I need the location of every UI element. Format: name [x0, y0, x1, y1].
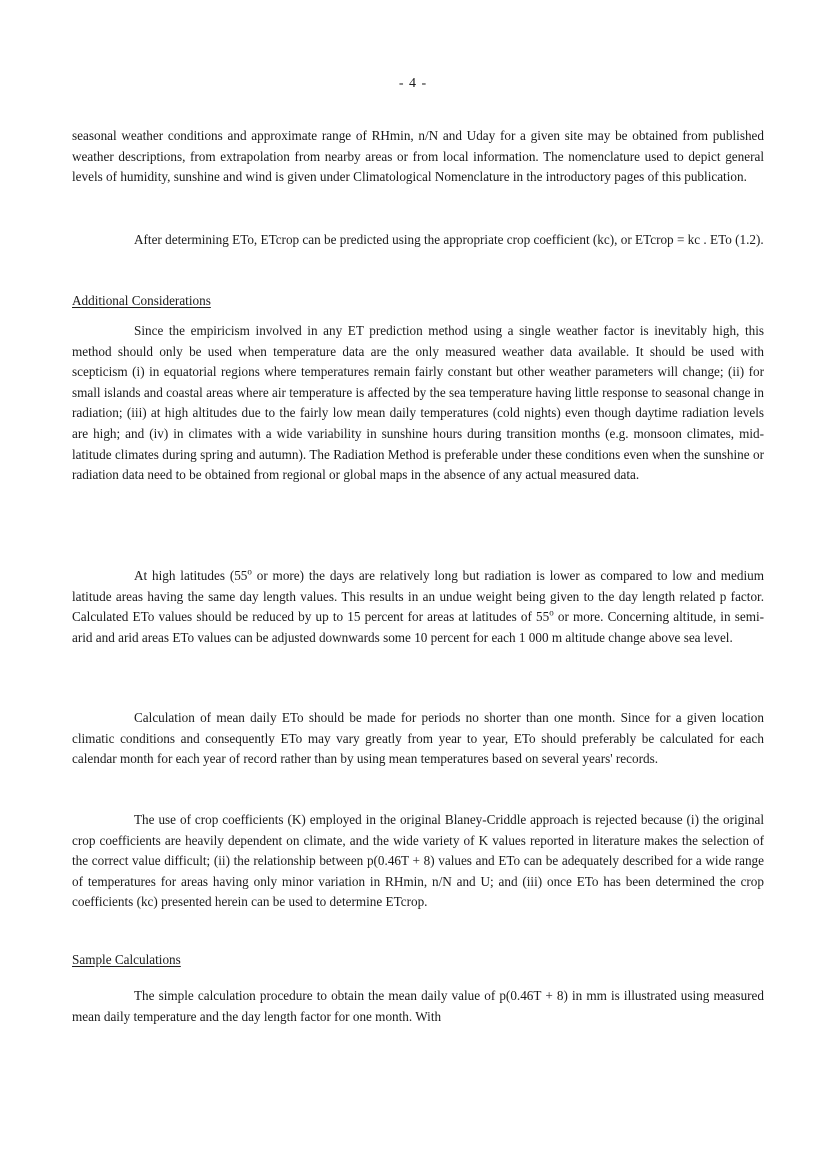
paragraph-calculation-procedure: The simple calculation procedure to obtain the mean daily value of p(0.46T + 8) in mm is illustrated using measured mean daily temperature and the day length factor for one month. With [72, 988, 764, 1024]
degree-mark: o [247, 566, 252, 577]
paragraph-empiricism: Since the empiricism involved in any ET prediction method using a single weather factor is inevitably high, this method should only be used when temperature data are the only measured weather data available. It should be used with scepticism (i) in equatorial regions where temperatures remain fairly constant but other weather parameters will change; (ii) for small islands and coastal areas where air temperature is affected by the sea temperature having little response to seasonal change in radiation; (iii) at high altitudes due to the fairly low mean daily temperatures (cold nights) even though daytime radiation levels are high; and (iv) in climates with a wide variability in sunshine hours during transition months (e.g. monsoon climates, mid-latitude climates during spring and autumn). The Radiation Method is preferable under these conditions even when the sunshine or radiation data need to be obtained from regional or global maps in the absence of any actual measured data. [72, 323, 764, 483]
paragraph-crop-coefficients: The use of crop coefficients (K) employed in the original Blaney-Criddle approach is rejected because (i) the original crop coefficients are heavily dependent on climate, and the wide variety of K values reported in literature makes the selection of the correct value difficult; (ii) the relationship between p(0.46T + 8) values and ETo can be adequately described for a wide range of temperatures for areas having only minor variation in RHmin, n/N and U; and (iii) once ETo has been determined the crop coefficients (kc) presented herein can be used to determine ETcrop. [72, 812, 764, 910]
degree-mark: o [549, 607, 554, 618]
paragraph-etcrop: After determining ETo, ETcrop can be predicted using the appropriate crop coefficient (kc), or ETcrop = kc . ETo (1.2). [134, 232, 764, 247]
text-segment: or more. Concerning altitude, in semi-arid and arid areas ETo values can be adjusted downwards some 10 percent for each 1 000 m altitude change above sea level. [72, 609, 765, 645]
heading-sample-calculations: Sample Calculations [72, 952, 181, 967]
paragraph-weather-descriptions: seasonal weather conditions and approximate range of RHmin, n/N and Uday for a given site may be obtained from published weather descriptions, from extrapolation from nearby areas or from local information. The nomenclature used to depict general levels of humidity, sunshine and wind is given under Climatological Nomenclature in the introductory pages of this publication. [72, 128, 764, 185]
text-segment: or more) the days are relatively long but radiation is lower as compared to low and medium latitude areas having the same day length values. This results in an undue weight being given to the day length related p factor. Calculated ETo values should be reduced by up to 15 percent for areas at latitudes of 55 [72, 568, 764, 625]
paragraph-high-latitudes [72, 566, 764, 648]
paragraph-mean-daily-eto: Calculation of mean daily ETo should be made for periods no shorter than one month. Since for a given location climatic conditions and consequently ETo may vary greatly from year to year, ETo should preferably be calculated for each calendar month for each year of record rather than by using mean temperatures based on several years' records. [72, 710, 764, 767]
page-number: - 4 - [398, 76, 428, 91]
heading-additional-considerations: Additional Considerations [72, 293, 211, 308]
text-segment: At high latitudes (55 [134, 568, 248, 583]
